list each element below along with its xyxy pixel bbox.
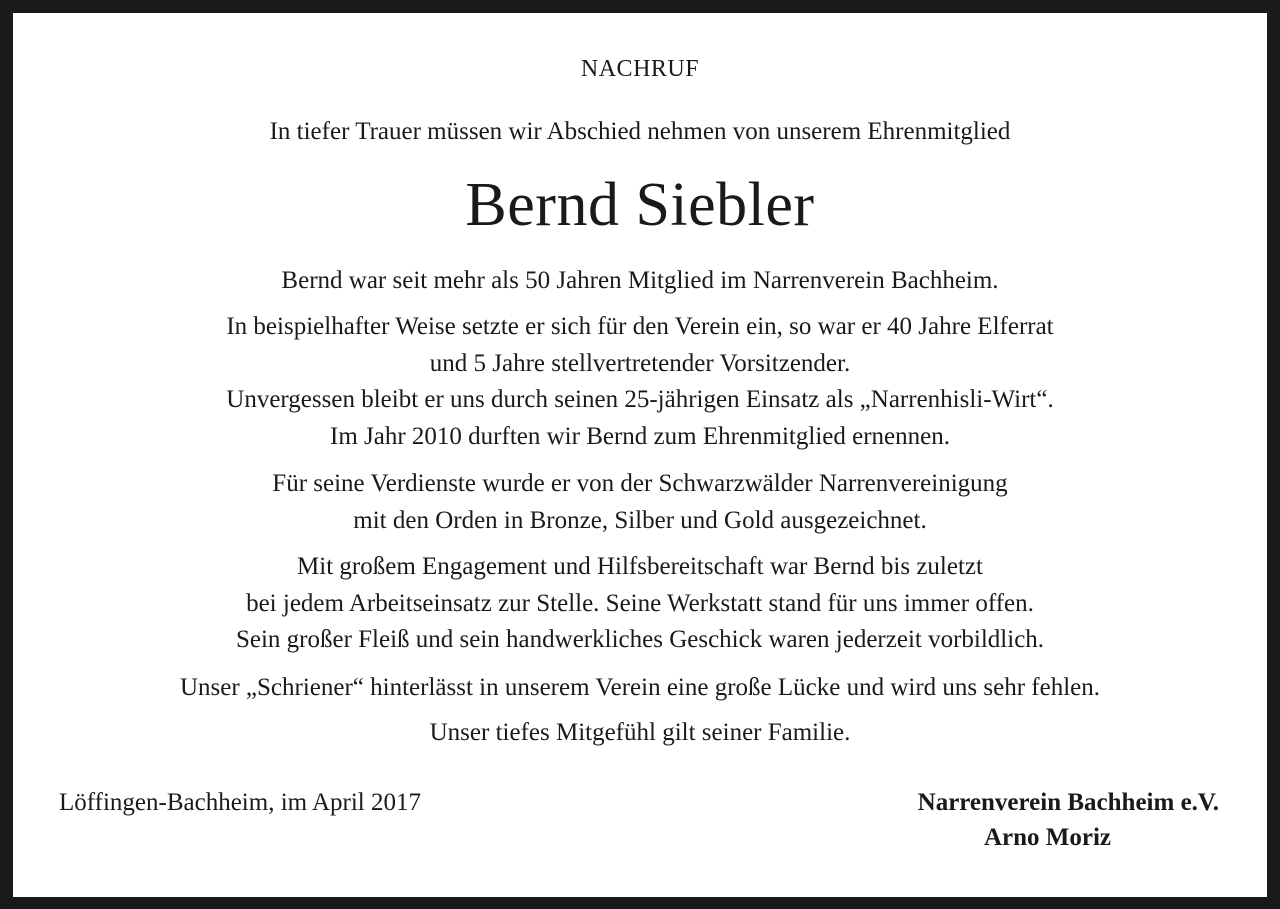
intro-line: In tiefer Trauer müssen wir Abschied nehmen von unserem Ehrenmitglied xyxy=(269,118,1011,145)
paragraph-service-line-2: und 5 Jahre stellvertretender Vorsitzender. xyxy=(429,350,851,377)
notice-heading: NACHRUF xyxy=(580,56,700,82)
place-and-date: Löffingen-Bachheim, im April 2017 xyxy=(59,789,421,816)
paragraph-engagement-line-3: Sein großer Fleiß und sein handwerkliches Geschick waren jederzeit vorbildlich. xyxy=(235,626,1045,653)
paragraph-awards-line-2: mit den Orden in Bronze, Silber und Gold ausgezeichnet. xyxy=(353,507,927,534)
paragraph-service-line-1: In beispielhafter Weise setzte er sich für den Verein ein, so war er 40 Jahre Elferrat xyxy=(226,313,1054,340)
paragraph-awards-line-1: Für seine Verdienste wurde er von der Schwarzwälder Narrenvereinigung xyxy=(272,470,1008,497)
paragraph-service-line-4: Im Jahr 2010 durften wir Bernd zum Ehrenmitglied ernennen. xyxy=(330,423,950,450)
paragraph-service-line-3: Unvergessen bleibt er uns durch seinen 25-jährigen Einsatz als „Narrenhisli-Wirt“. xyxy=(226,386,1054,413)
paragraph-condolence: Unser tiefes Mitgefühl gilt seiner Familie. xyxy=(429,719,851,746)
signature-person: Arno Moriz xyxy=(983,824,1111,851)
deceased-name: Bernd Siebler xyxy=(465,171,815,239)
paragraph-farewell: Unser „Schriener“ hinterlässt in unserem Verein eine große Lücke und wird uns sehr fehlen. xyxy=(179,674,1101,701)
signature-organization: Narrenverein Bachheim e.V. xyxy=(917,789,1219,816)
paragraph-membership: Bernd war seit mehr als 50 Jahren Mitglied im Narrenverein Bachheim. xyxy=(281,267,999,294)
paragraph-engagement-line-1: Mit großem Engagement und Hilfsbereitschaft war Bernd bis zuletzt xyxy=(297,553,983,580)
paragraph-engagement-line-2: bei jedem Arbeitseinsatz zur Stelle. Seine Werkstatt stand für uns immer offen. xyxy=(246,590,1034,617)
